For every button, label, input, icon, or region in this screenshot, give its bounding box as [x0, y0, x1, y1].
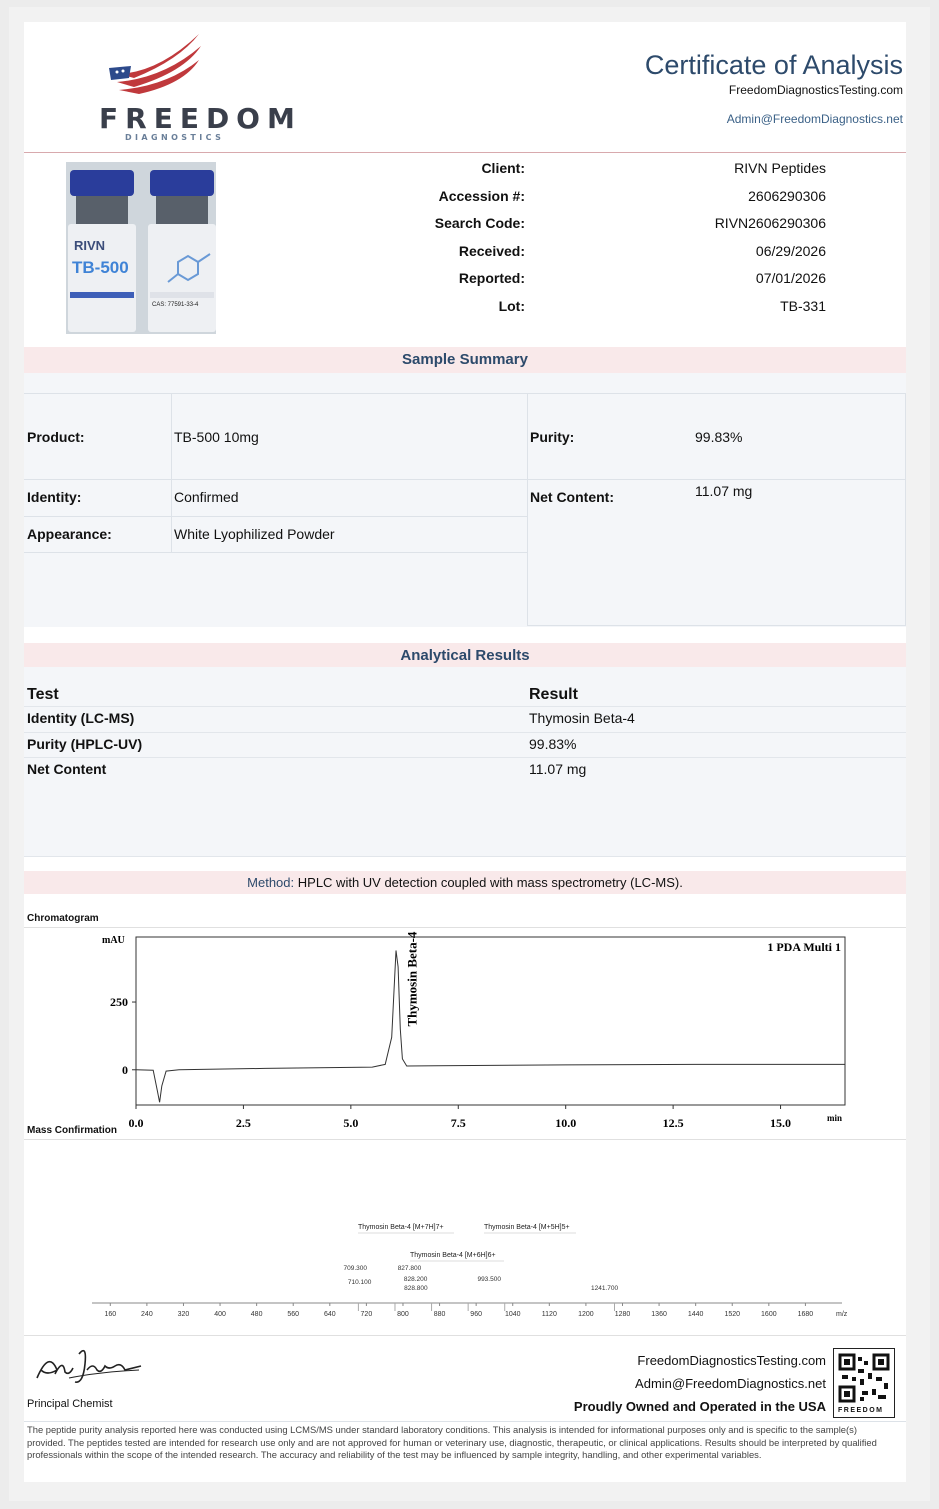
certificate-sheet	[24, 22, 906, 1482]
appearance-label: Appearance:	[27, 526, 112, 542]
mass-xtick: 960	[470, 1311, 482, 1318]
chemist-role: Principal Chemist	[27, 1398, 113, 1410]
mass-xtick: 480	[250, 1311, 263, 1318]
mass-peak-label: 710.100	[347, 1279, 372, 1286]
signature-image	[29, 1340, 149, 1390]
footer-email-link[interactable]: Admin@FreedomDiagnostics.net	[635, 1376, 826, 1391]
method-label: Method:	[247, 875, 295, 890]
mass-xtick: 1200	[578, 1311, 594, 1318]
client-info-row	[24, 243, 906, 269]
mass-xtick: 640	[323, 1311, 336, 1318]
mass-xtick: 880	[433, 1311, 446, 1318]
qr-code-icon	[834, 1349, 894, 1405]
mass-peak-label: 827.800	[397, 1265, 422, 1272]
chromatogram-plot-frame	[136, 937, 845, 1105]
client-info-row	[24, 270, 906, 296]
client-info-label: Accession #:	[438, 188, 525, 204]
identity-value: Confirmed	[174, 489, 239, 505]
mass-spectrum-chart	[24, 1139, 906, 1337]
mass-xtick: 800	[397, 1311, 409, 1318]
chromatogram-xtick: 5.0	[343, 1116, 359, 1129]
mass-xtick: 1520	[724, 1311, 741, 1318]
mass-xtick: 1680	[797, 1311, 814, 1318]
client-info-row	[24, 160, 906, 186]
mass-peak-label: 993.500	[477, 1276, 501, 1283]
chromatogram-xtick: 15.0	[770, 1116, 792, 1129]
client-info-row	[24, 215, 906, 241]
mass-xtick: 160	[104, 1311, 117, 1318]
test-result: Thymosin Beta-4	[529, 710, 635, 726]
vial-product: TB-500	[72, 258, 129, 277]
net-content-value: 11.07 mg	[695, 483, 753, 499]
analytical-results-table	[24, 667, 906, 857]
method-text: HPLC with UV detection coupled with mass spectrometry (LC-MS).	[297, 875, 683, 890]
client-info-value: 2606290306	[748, 188, 826, 204]
sample-summary-header	[24, 347, 906, 373]
mass-peak-label: 828.200	[403, 1276, 428, 1283]
chromatogram-chart	[24, 929, 906, 1129]
client-info-label: Received:	[458, 243, 525, 259]
client-info-value: 06/29/2026	[755, 243, 826, 259]
col-result-header: Result	[529, 686, 578, 703]
vial-cas: CAS: 77591-33-4	[152, 302, 199, 308]
chromatogram-xlabel: min	[827, 1113, 843, 1123]
mass-xtick: 400	[214, 1311, 226, 1318]
chromatogram-xtick: 12.5	[662, 1116, 684, 1129]
chromatogram-xtick: 10.0	[555, 1116, 577, 1129]
product-label: Product:	[27, 429, 85, 445]
chromatogram-label: Chromatogram	[27, 913, 99, 924]
qr-code[interactable]	[833, 1348, 895, 1418]
table-row	[24, 706, 906, 731]
client-info-row	[24, 188, 906, 214]
results-header-row	[24, 682, 906, 707]
client-info-value: TB-331	[780, 298, 826, 314]
net-content-label: Net Content:	[530, 489, 614, 505]
mass-peak-label: 709.300	[343, 1265, 367, 1272]
mass-xtick: 1440	[687, 1311, 704, 1318]
flag-wing-icon	[59, 32, 229, 102]
table-row	[24, 757, 906, 782]
client-info-label: Reported:	[458, 270, 525, 286]
client-info-label: Search Code:	[434, 215, 525, 231]
test-name: Purity (HPLC-UV)	[27, 736, 143, 752]
chromatogram-xtick: 7.5	[450, 1116, 466, 1129]
sample-summary-table	[24, 373, 906, 627]
mass-confirmation-label: Mass Confirmation	[27, 1125, 118, 1136]
method-banner	[24, 871, 906, 894]
chromatogram-ytick: 250	[110, 995, 128, 1010]
header-website-link[interactable]: FreedomDiagnosticsTesting.com	[728, 83, 903, 97]
logo-wordmark: FREEDOM	[99, 102, 302, 135]
client-info-value: RIVN Peptides	[734, 160, 826, 176]
analytical-results-title: Analytical Results	[400, 647, 530, 664]
mass-peak-label: 1241.700	[590, 1285, 619, 1292]
test-name: Net Content	[27, 761, 107, 777]
mass-annotation: Thymosin Beta-4 [M+5H]5+	[484, 1224, 570, 1231]
mass-xlabel: m/z	[836, 1311, 848, 1318]
client-info-value: RIVN2606290306	[714, 215, 826, 231]
mass-xtick: 1360	[651, 1311, 667, 1318]
mass-xtick: 560	[287, 1311, 300, 1318]
signature-icon	[29, 1340, 149, 1390]
freedom-logo	[59, 32, 302, 147]
chromatogram-ytick: 0	[122, 1062, 128, 1077]
chromatogram-ylabel: mAU	[102, 935, 125, 946]
mass-xtick: 240	[141, 1311, 153, 1318]
test-result: 11.07 mg	[529, 761, 587, 777]
chromatogram-xtick: 2.5	[235, 1116, 251, 1129]
client-info-label: Client:	[481, 160, 525, 176]
chromatogram-xtick: 0.0	[128, 1116, 144, 1129]
mass-xtick: 320	[177, 1311, 190, 1318]
footer-website-link[interactable]: FreedomDiagnosticsTesting.com	[637, 1353, 826, 1368]
mass-xtick: 1120	[541, 1311, 557, 1318]
table-row	[24, 732, 906, 757]
mass-annotation: Thymosin Beta-4 [M+6H]6+	[410, 1252, 496, 1259]
mass-xtick: 720	[360, 1311, 373, 1318]
disclaimer-text: The peptide purity analysis reported here was conducted using LCMS/MS under standard laboratory conditions. This analysis is intended for informational purposes only and is specific to the sample(s) provided. The peptides tested are intended for research use only and are not approved for human or veterinary use, diagnostic, therapeutic, or clinical applications. Results should be interpreted by qualified professionals within the scope of the intended research. The accuracy and reliability of the test may be influenced by sample integrity, handling, and other experimental variables.	[27, 1424, 877, 1460]
appearance-value: White Lyophilized Powder	[174, 526, 335, 542]
chromatogram-series-line	[136, 951, 845, 1103]
usa-tagline: Proudly Owned and Operated in the USA	[573, 1399, 826, 1414]
purity-value: 99.83%	[695, 429, 743, 445]
page-title: Certificate of Analysis	[644, 50, 903, 80]
mass-xtick: 1280	[614, 1311, 631, 1318]
vial-brand: RIVN	[74, 238, 106, 253]
qr-brand: FREEDOM	[838, 1407, 884, 1414]
col-test-header: Test	[27, 686, 59, 703]
chromatogram-svg	[24, 929, 906, 1129]
test-result: 99.83%	[529, 736, 577, 752]
mass-spectrum-svg	[24, 1139, 906, 1337]
analytical-results-header	[24, 643, 906, 669]
client-info-row	[24, 298, 906, 324]
mass-xtick: 1040	[504, 1311, 521, 1318]
client-info-label: Lot:	[498, 298, 525, 314]
logo-subtitle: DIAGNOSTICS	[125, 133, 225, 142]
header-divider	[24, 152, 906, 153]
mass-annotation: Thymosin Beta-4 [M+7H]7+	[358, 1224, 444, 1231]
purity-label: Purity:	[530, 429, 575, 445]
header-email-link[interactable]: Admin@FreedomDiagnostics.net	[726, 112, 903, 126]
product-value: TB-500 10mg	[174, 429, 259, 445]
client-info-value: 07/01/2026	[755, 270, 826, 286]
peak-label: Thymosin Beta-4	[404, 931, 420, 1027]
sample-summary-title: Sample Summary	[402, 351, 528, 368]
page-background	[9, 7, 930, 1501]
chromatogram-legend: 1 PDA Multi 1	[767, 940, 841, 954]
identity-label: Identity:	[27, 489, 82, 505]
test-name: Identity (LC-MS)	[27, 710, 135, 726]
mass-peak-label: 828.800	[404, 1285, 428, 1292]
mass-xtick: 1600	[761, 1311, 777, 1318]
